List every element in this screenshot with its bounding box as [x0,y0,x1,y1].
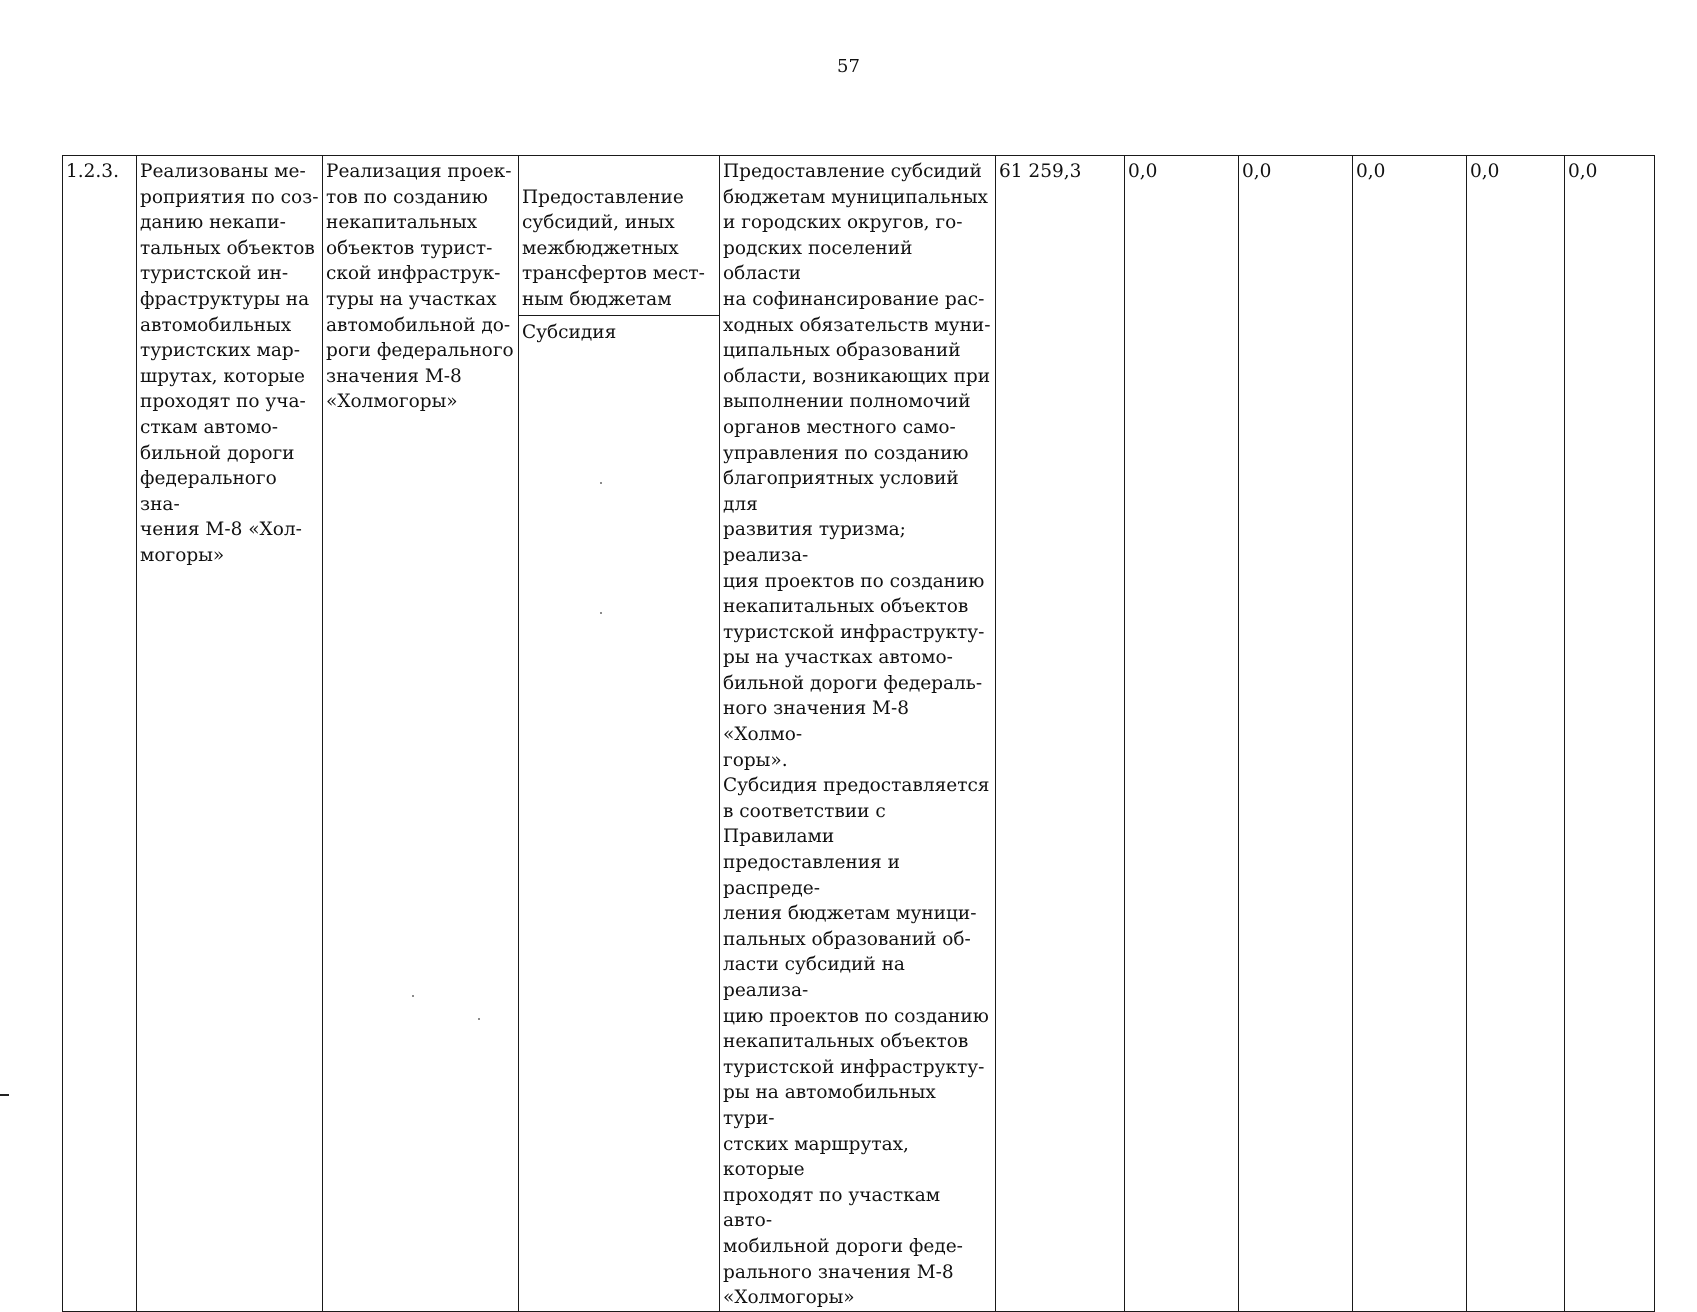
support-subtype-text: Субсидия [522,321,617,343]
program-table [62,155,1655,1312]
amount-cell-year-5: 0,0 [1565,156,1655,1312]
support-type-text: Предоставление субсидий, иных межбюджетных трансфертов мест- ным бюджетам [519,182,719,316]
support-form-cell [519,156,720,1312]
amount-cell-year-4: 0,0 [1467,156,1565,1312]
scan-mark [0,1094,9,1096]
amount-cell-year-2: 0,0 [1239,156,1353,1312]
scan-speck [478,1018,480,1020]
scan-speck [600,482,602,484]
scan-speck [412,995,414,997]
amount-cell-year-3: 0,0 [1353,156,1467,1312]
project-cell: Реализация проек- тов по созданию некапитальных объектов турист- ской инфраструк- туры на участках автомобильной до- роги федерального значения М-8 «Холмогоры» [323,156,519,1312]
table-row [63,156,1655,1312]
result-cell: Реализованы ме- роприятия по соз- данию некапи- тальных объектов туристской ин- фраструктуры на автомобильных туристских мар- шрутах, которые проходят по уча- сткам автомо- бильной дороги федерального зна- чения М-8 «Хол- могоры» [137,156,323,1312]
page-number: 57 [837,56,860,77]
scan-speck [600,612,602,614]
amount-cell-total: 61 259,3 [996,156,1125,1312]
amount-cell-year-1: 0,0 [1125,156,1239,1312]
row-number-cell: 1.2.3. [63,156,137,1312]
description-cell: Предоставление субсидий бюджетам муниципальных и городских округов, го- родских поселений области на софинансирование рас- ходных обязательств муни- ципальных образований области, возникающих при выполнении полномочий органов местного само- управления по созданию благоприятных условий для развития туризма; реализа- ция проектов по созданию некапитальных объектов туристской инфраструкту- ры на участках автомо- бильной дороги федераль- ного значения М-8 «Холмо- горы». Субсидия предоставляется в соответствии с Правилами предоставления и распреде- ления бюджетам муници- пальных образований об- ласти субсидий на реализа- цию проектов по созданию некапитальных объектов туристской инфраструкту- ры на автомобильных тури- стских маршрутах, которые проходят по участкам авто- мобильной дороги феде- рального значения М-8 «Холмогоры» [720,156,996,1312]
